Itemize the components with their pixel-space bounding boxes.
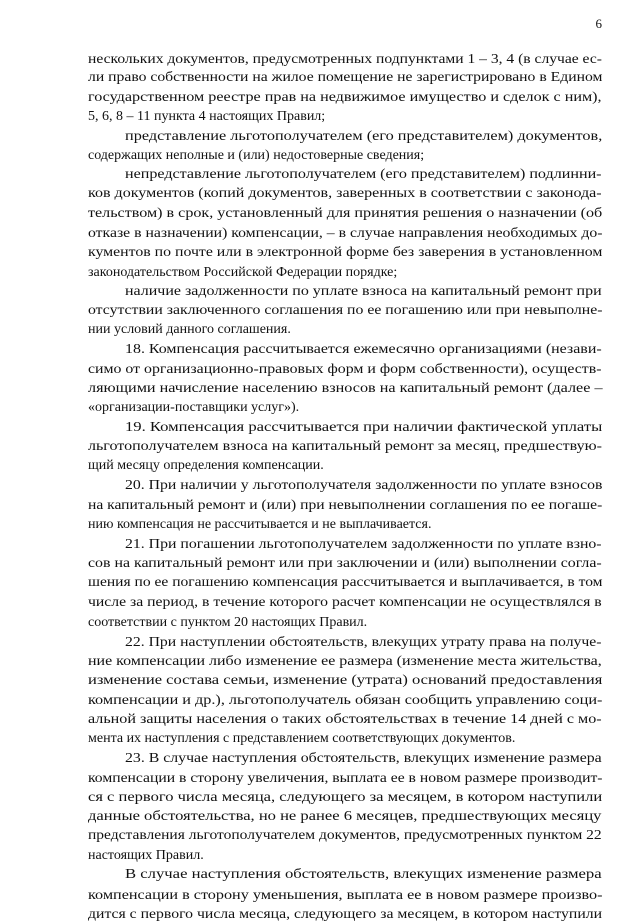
text-line: ние компенсации либо изменение ее размера (изменение места жительства, [88, 654, 602, 669]
text-line: изменение состава семьи, изменение (утрата) оснований предоставления [88, 673, 603, 688]
text-line: компенсации в сторону уменьшения, выплата ее в новом размере произво- [88, 888, 603, 903]
text-line: льготополучателем взноса на капитальный ремонт за месяц, предшествую- [88, 439, 602, 454]
text-line: на капитальный ремонт и (или) при невыполнении соглашения по ее погаше- [88, 498, 603, 513]
text-line: государственном реестре прав на недвижимое имущество и сделок с ним), [88, 90, 602, 105]
text-line: непредставление льготополучателем (его представителем) подлинни- [125, 167, 602, 182]
text-line: представления льготополучателем документов, предусмотренных пунктом 22 [88, 828, 602, 843]
text-line: представление льготополучателем (его представителем) документов, [125, 129, 603, 144]
text-line: дится с первого числа месяца, следующего за месяцем, в котором наступили [88, 907, 603, 922]
text-line: 18. Компенсация рассчитывается ежемесячно организациями (незави- [125, 342, 602, 357]
text-line: 19. Компенсация рассчитывается при наличии фактической уплаты [125, 420, 603, 435]
text-line: компенсации и др.), льготополучатель обязан сообщить управлению соци- [88, 693, 603, 708]
text-line: В случае наступления обстоятельств, влекущих изменение размера [125, 867, 602, 882]
text-line: 20. При наличии у льготополучателя задолженности по уплате взносов [125, 478, 603, 493]
text-line: данные обстоятельства, но не ранее 6 месяцев, предшествующих месяцу [88, 809, 602, 824]
text-line: мента их наступления с представлением соответствующих документов. [88, 731, 516, 746]
text-line: содержащих неполные и (или) недостоверные сведения; [88, 148, 425, 163]
text-line: 23. В случае наступления обстоятельств, влекущих изменение размера [125, 751, 602, 766]
text-line: кументов по почте или в электронной форме без заверения в установленном [88, 245, 603, 260]
text-line: отказе в назначении) компенсации, – в случае направления необходимых до- [88, 226, 603, 241]
text-line: соответствии с пунктом 20 настоящих Правил. [88, 615, 368, 630]
text-line: нескольких документов, предусмотренных подпунктами 1 – 3, 4 (в случае ес- [88, 52, 602, 67]
text-line: щий месяцу определения компенсации. [88, 458, 324, 473]
text-line: симо от организационно-правовых форм и форм собственности), осуществ- [88, 362, 602, 377]
text-line: нии условий данного соглашения. [88, 322, 291, 337]
text-line: альной защиты населения о таких обстоятельствах в течение 14 дней с мо- [88, 712, 602, 727]
text-line: 21. При погашении льготополучателем задолженности по уплате взно- [125, 537, 602, 552]
text-line: шения по ее погашению компенсация рассчитывается и выплачивается, в том [88, 575, 603, 590]
text-line: 5, 6, 8 – 11 пункта 4 настоящих Правил; [88, 109, 326, 124]
text-line: сов на капитальный ремонт или при заключении и (или) выполнении согла- [88, 556, 602, 571]
text-line: ли право собственности на жилое помещение не зарегистрировано в Едином [88, 70, 603, 85]
text-line: числе за период, в течение которого расчет компенсации не осуществлялся в [88, 595, 602, 610]
text-line: тельством) в срок, установленный для принятия решения о назначении (об [88, 206, 603, 221]
text-line: законодательством Российской Федерации порядке; [88, 265, 398, 280]
text-line: ся с первого числа месяца, следующего за месяцем, в котором наступили [88, 790, 603, 805]
text-line: 22. При наступлении обстоятельств, влекущих утрату права на получе- [125, 635, 602, 650]
page-number: 6 [595, 16, 602, 31]
text-line: нию компенсация не рассчитывается и не выплачивается. [88, 517, 432, 532]
text-line: настоящих Правил. [88, 848, 204, 863]
text-line: отсутствии заключенного соглашения по ее погашению или при невыполне- [88, 303, 603, 318]
text-line: ляющими начисление населению взносов на капитальный ремонт (далее – [88, 381, 603, 396]
text-line: ков документов (копий документов, заверенных в соответствии с законода- [88, 186, 602, 201]
text-line: «организации-поставщики услуг»). [88, 400, 300, 415]
text-line: наличие задолженности по уплате взноса на капитальный ремонт при [125, 284, 602, 299]
text-line: компенсации в сторону увеличения, выплата ее в новом размере производит- [88, 771, 603, 786]
